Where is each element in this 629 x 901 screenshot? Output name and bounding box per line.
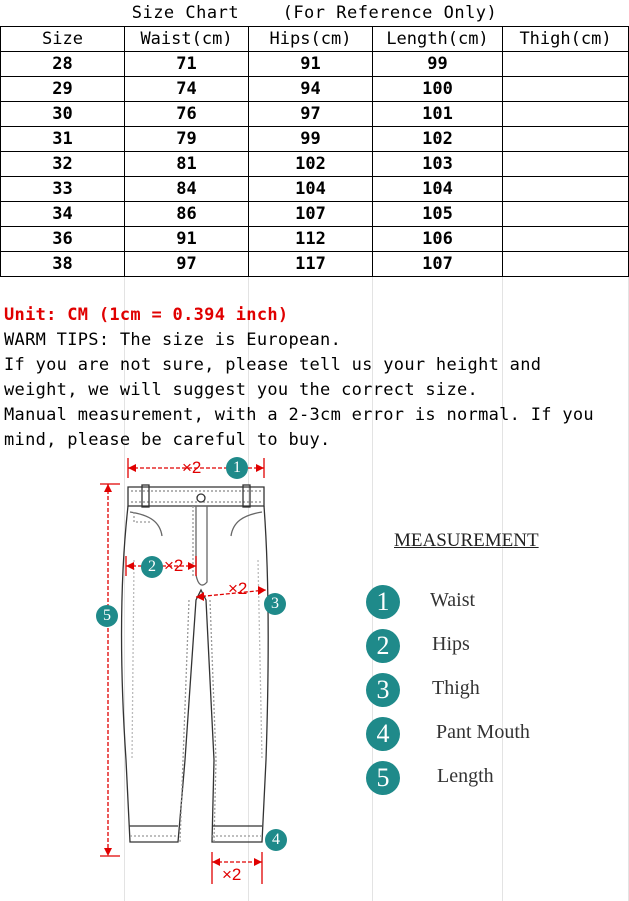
header-waist: Waist(cm) <box>125 27 249 52</box>
table-cell: 28 <box>1 52 125 77</box>
table-cell: 112 <box>249 227 373 252</box>
table-cell: 38 <box>1 252 125 277</box>
waist-x2-label: ×2 <box>182 458 202 477</box>
table-cell: 81 <box>125 152 249 177</box>
legend-item-pant-mouth <box>366 717 606 753</box>
header-hips: Hips(cm) <box>249 27 373 52</box>
table-cell: 102 <box>373 127 503 152</box>
table-cell: 107 <box>249 202 373 227</box>
table-cell: 107 <box>373 252 503 277</box>
table-cell: 36 <box>1 227 125 252</box>
tip-line: Manual measurement, with a 2-3cm error is normal. If you <box>4 405 594 425</box>
table-cell: 97 <box>249 102 373 127</box>
table-cell: 99 <box>249 127 373 152</box>
table-cell: 106 <box>373 227 503 252</box>
legend-item-length <box>366 761 606 797</box>
legend-label: Waist <box>430 589 476 611</box>
table-cell: 100 <box>373 77 503 102</box>
table-cell: 34 <box>1 202 125 227</box>
legend-number: 1 <box>366 585 400 619</box>
table-cell: 105 <box>373 202 503 227</box>
table-cell: 104 <box>373 177 503 202</box>
table-cell: 97 <box>125 252 249 277</box>
tip-line: weight, we will suggest you the correct size. <box>4 380 479 400</box>
thigh-x2-label: ×2 <box>228 579 248 598</box>
table-cell: 104 <box>249 177 373 202</box>
legend-number: 3 <box>366 673 400 707</box>
legend-number: 5 <box>366 761 400 795</box>
tip-line: If you are not sure, please tell us your height and <box>4 355 542 375</box>
marker-waist: 1 <box>226 457 248 479</box>
table-cell: 71 <box>125 52 249 77</box>
pants-outline <box>122 485 269 842</box>
tip-line: mind, please be careful to buy. <box>4 430 331 450</box>
table-cell: 79 <box>125 127 249 152</box>
table-cell: 30 <box>1 102 125 127</box>
unit-note: Unit: CM (1cm = 0.394 inch) <box>4 305 289 325</box>
legend-label: Length <box>437 765 494 787</box>
legend-heading: MEASUREMENT <box>394 530 539 551</box>
legend-item-thigh <box>366 673 606 709</box>
legend-label: Pant Mouth <box>436 721 530 743</box>
table-cell: 117 <box>249 252 373 277</box>
table-cell: 33 <box>1 177 125 202</box>
table-cell: 31 <box>1 127 125 152</box>
table-cell: 32 <box>1 152 125 177</box>
table-cell: 91 <box>125 227 249 252</box>
marker-pant-mouth: 4 <box>265 829 287 851</box>
pant-mouth-x2-label: ×2 <box>222 865 242 884</box>
table-cell: 94 <box>249 77 373 102</box>
table-cell: 84 <box>125 177 249 202</box>
legend-label: Thigh <box>432 677 480 699</box>
table-cell: 103 <box>373 152 503 177</box>
marker-thigh: 3 <box>264 593 286 615</box>
legend-number: 2 <box>366 629 400 663</box>
chart-title-note: (For Reference Only) <box>282 3 498 23</box>
legend-number: 4 <box>366 717 400 751</box>
header-size: Size <box>1 27 125 52</box>
warm-tips: WARM TIPS: The size is European. <box>4 330 342 350</box>
marker-length: 5 <box>96 605 118 627</box>
legend-item-hips <box>366 629 606 665</box>
legend-item-waist <box>366 585 606 621</box>
table-cell: 74 <box>125 77 249 102</box>
table-cell: 86 <box>125 202 249 227</box>
header-thigh: Thigh(cm) <box>503 27 629 52</box>
hips-x2-label: ×2 <box>164 556 184 575</box>
table-cell: 99 <box>373 52 503 77</box>
table-cell: 76 <box>125 102 249 127</box>
table-cell: 101 <box>373 102 503 127</box>
measurement-arrows <box>100 458 266 884</box>
table-cell: 29 <box>1 77 125 102</box>
table-cell: 91 <box>249 52 373 77</box>
chart-title-main: Size Chart <box>131 3 240 23</box>
header-length: Length(cm) <box>373 27 503 52</box>
legend-label: Hips <box>432 633 470 655</box>
table-cell: 102 <box>249 152 373 177</box>
marker-hips: 2 <box>141 556 163 578</box>
